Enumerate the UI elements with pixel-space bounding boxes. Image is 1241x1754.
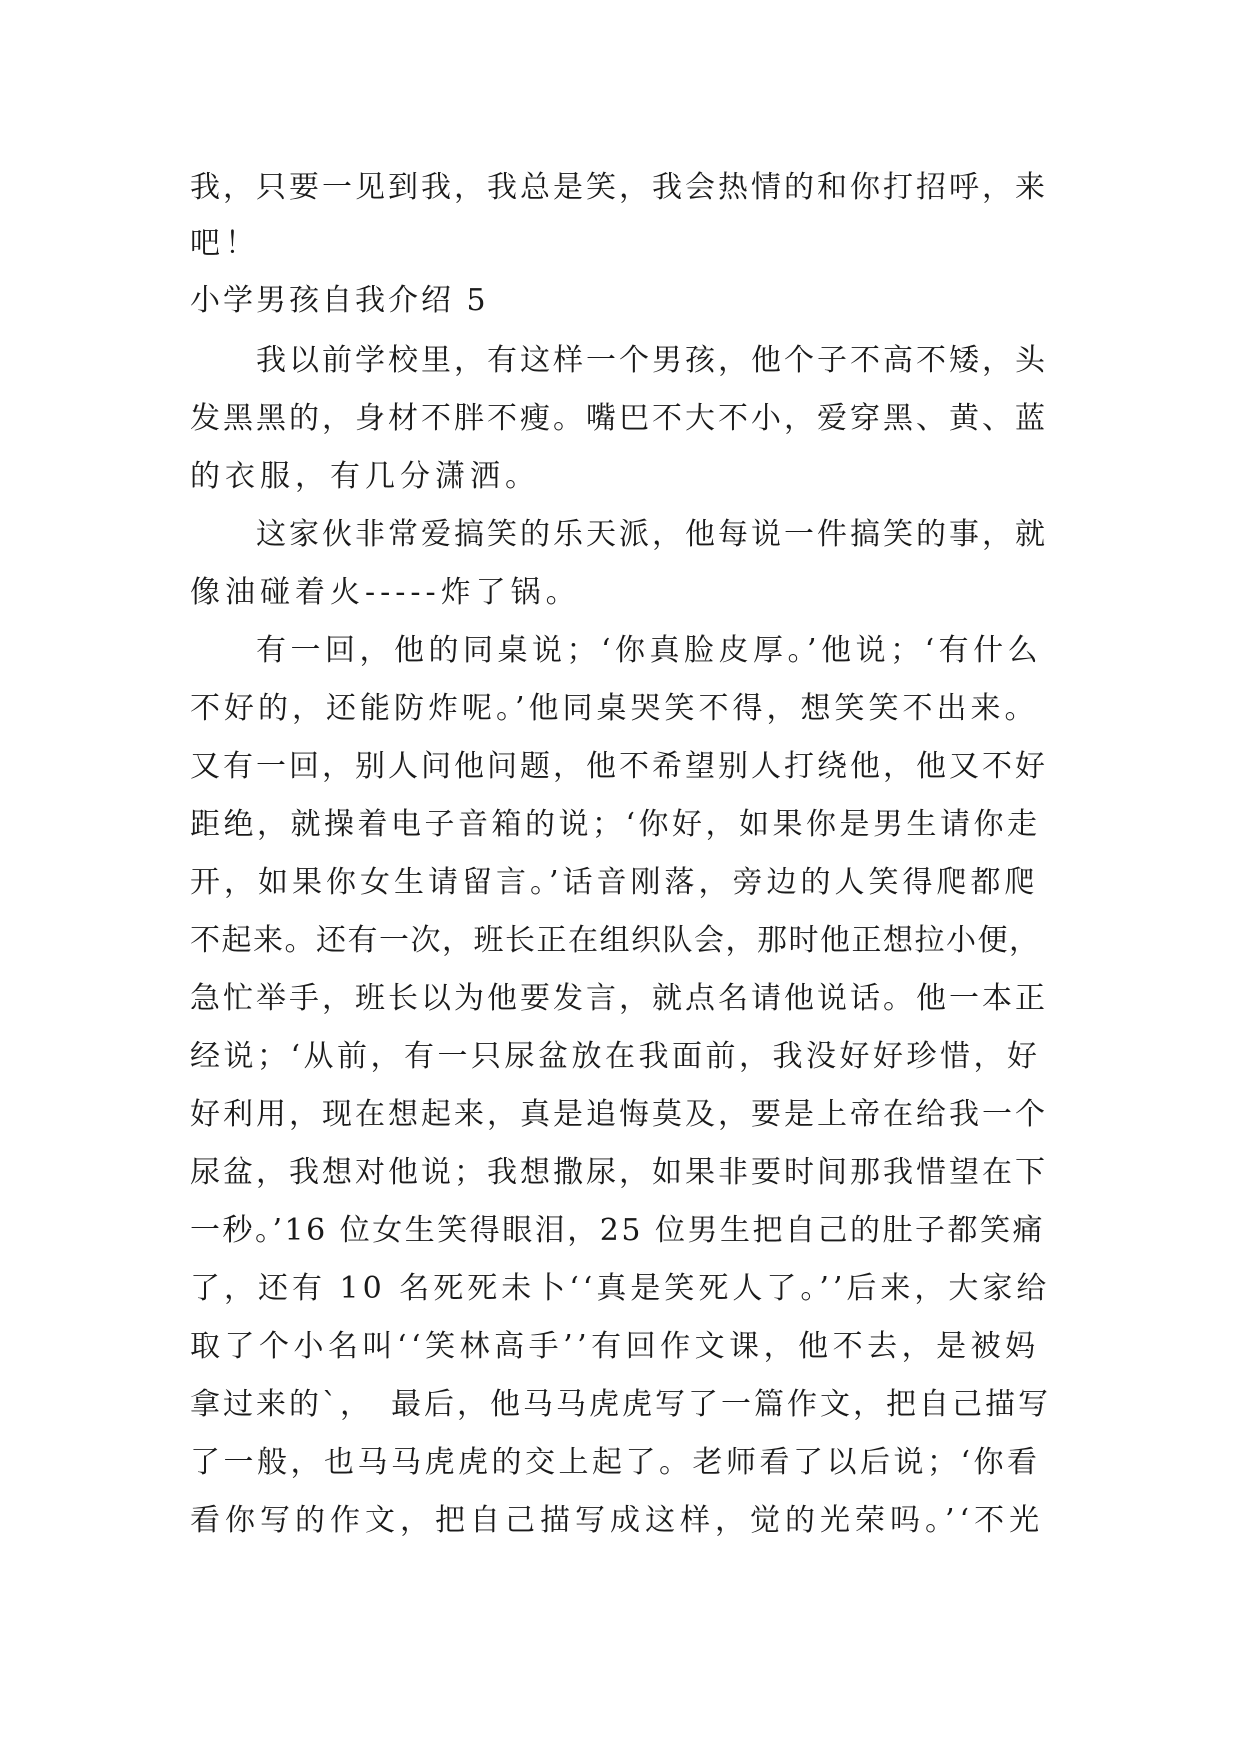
text-line: 的衣服，有几分潇洒。 — [190, 459, 540, 494]
text-line: 像油碰着火-----炸了锅。 — [190, 575, 581, 610]
text-line: 我，只要一见到我，我总是笑，我会热情的和你打招呼，来 — [190, 170, 1048, 205]
text-line: 不起来。还有一次，班长正在组织队会，那时他正想拉小便， — [190, 923, 1041, 958]
text-line: 发黑黑的，身材不胖不瘦。嘴巴不大不小，爱穿黑、黄、蓝 — [190, 401, 1048, 436]
text-line: 开，如果你女生请留言。’话音刚落，旁边的人笑得爬都爬 — [190, 865, 1039, 900]
section-heading: 小学男孩自我介绍 5 — [190, 283, 489, 318]
paragraph-first-line: 这家伙非常爱搞笑的乐天派，他每说一件搞笑的事，就 — [256, 517, 1048, 552]
text-line: 一秒。’16 位女生笑得眼泪，25 位男生把自己的肚子都笑痛 — [190, 1213, 1045, 1248]
text-line: 了一般，也马马虎虎的交上起了。老师看了以后说；‘你看 — [190, 1445, 1041, 1480]
text-line: 吧！ — [190, 226, 260, 261]
text-line: 不好的，还能防炸呢。’他同桌哭笑不得，想笑笑不出来。 — [190, 691, 1039, 726]
text-line: 尿盆，我想对他说；我想撒尿，如果非要时间那我惜望在下 — [190, 1155, 1048, 1190]
text-line: 取了个小名叫‘‘笑林高手’’有回作文课，他不去，是被妈 — [190, 1329, 1040, 1364]
text-line: 好利用，现在想起来，真是追悔莫及，要是上帝在给我一个 — [190, 1097, 1048, 1132]
text-line: 拿过来的`， 最后，他马马虎虎写了一篇作文，把自己描写 — [190, 1387, 1051, 1422]
text-line: 看你写的作文，把自己描写成这样，觉的光荣吗。’‘不光 — [190, 1503, 1045, 1538]
text-line: 距绝，就操着电子音箱的说；‘你好，如果你是男生请你走 — [190, 807, 1041, 842]
paragraph-first-line: 有一回，他的同桌说；‘你真脸皮厚。’他说；‘有什么 — [256, 633, 1043, 668]
text-line: 了，还有 10 名死死未卜‘‘真是笑死人了。’’后来，大家给 — [190, 1271, 1051, 1306]
text-line: 经说；‘从前，有一只尿盆放在我面前，我没好好珍惜，好 — [190, 1039, 1041, 1074]
paragraph-first-line: 我以前学校里，有这样一个男孩，他个子不高不矮，头 — [256, 343, 1048, 378]
text-line: 急忙举手，班长以为他要发言，就点名请他说话。他一本正 — [190, 981, 1048, 1016]
text-line: 又有一回，别人问他问题，他不希望别人打绕他，他又不好 — [190, 749, 1048, 784]
